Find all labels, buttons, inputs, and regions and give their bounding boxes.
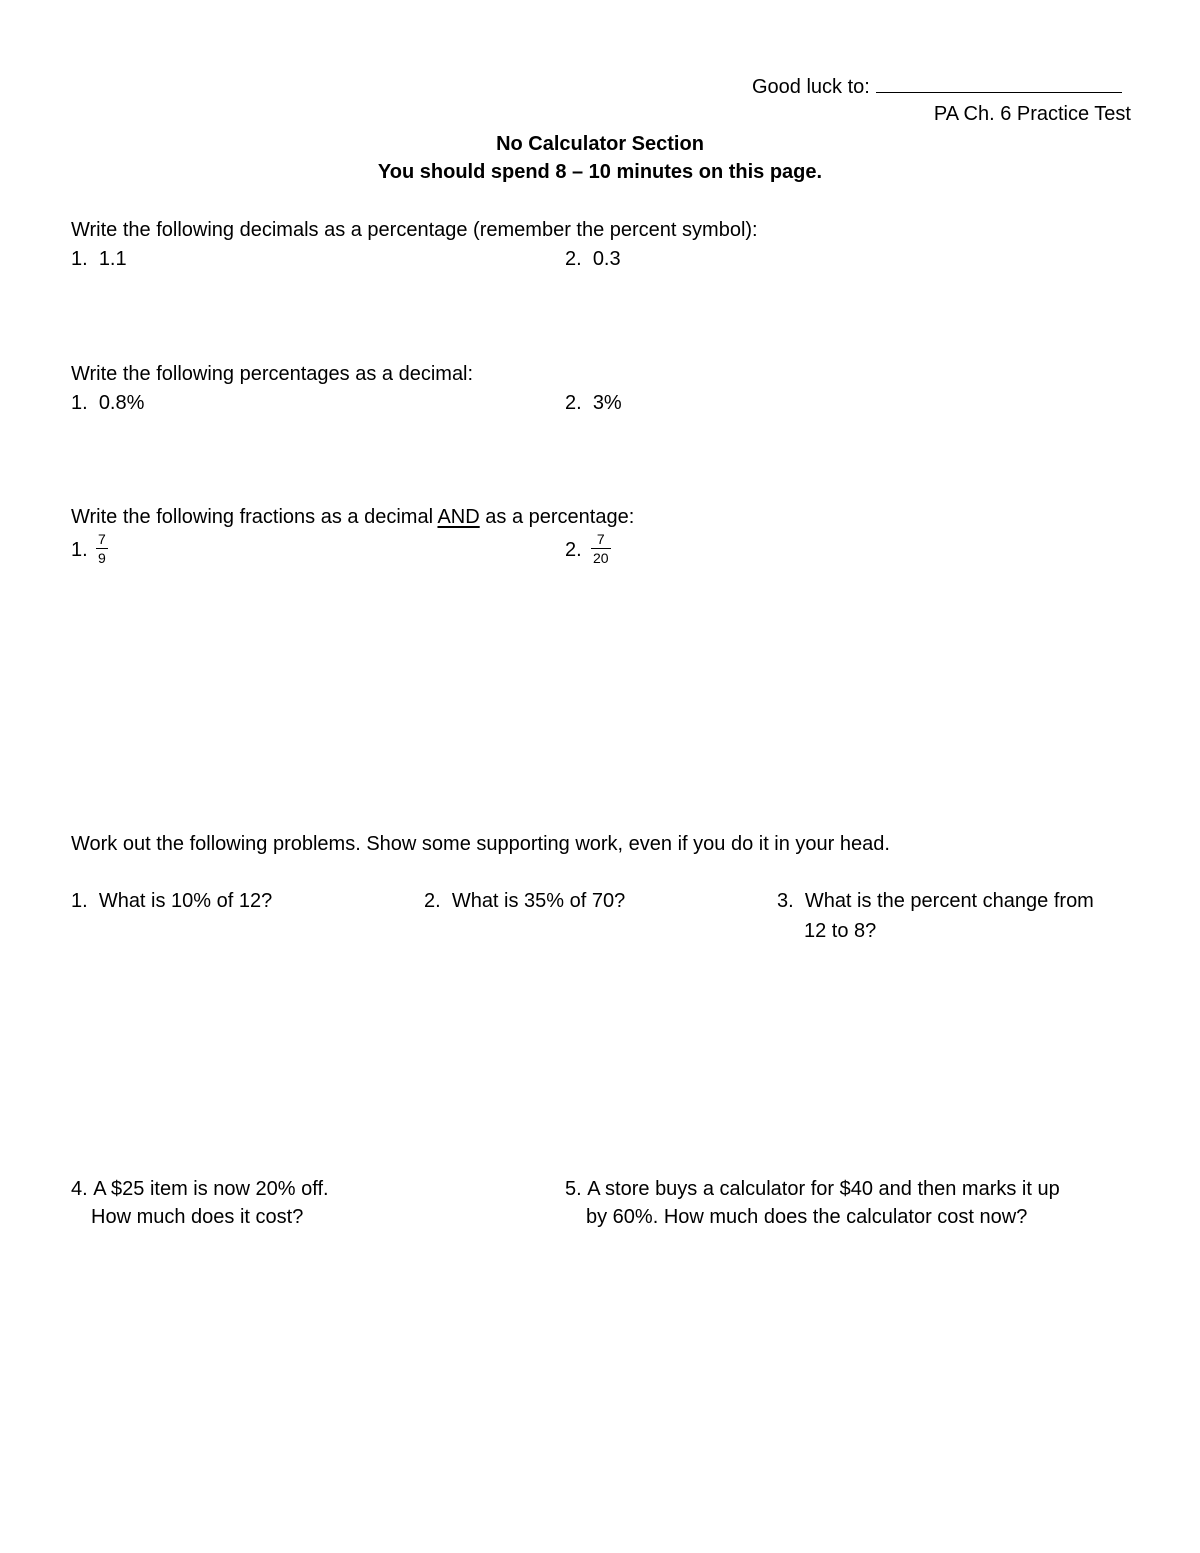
instruction-emphasis: AND [437,506,480,528]
instruction-part: Write the following fractions as a decimal [71,506,438,528]
problem-text: What is 10% of 12? [98,890,273,912]
problem-1 [71,889,272,913]
item-number: 2. [565,392,582,414]
section-subtitle: You should spend 8 – 10 minutes on this page. [377,161,823,183]
percentages-item-2 [565,391,622,415]
item-number: 2. [565,248,582,270]
test-title: PA Ch. 6 Practice Test [933,103,1131,125]
problem-5 [565,1177,1060,1201]
item-value: 1.1 [98,248,127,270]
denominator: 20 [593,550,609,566]
problem-text-line1: A $25 item is now 20% off. [93,1178,329,1200]
section-title: No Calculator Section [496,133,704,155]
item-number: 4. [71,1178,88,1200]
problem-3-line2: 12 to 8? [804,920,877,942]
item-number: 1. [71,890,88,912]
problem-text: What is 35% of 70? [451,890,626,912]
item-value: 0.3 [592,248,621,270]
problem-4-line2: How much does it cost? [91,1206,304,1228]
problems-instruction: Work out the following problems. Show some supporting work, even if you do it in your head. [71,833,890,855]
fraction-item-2-number: 2. [565,539,582,561]
percentages-instruction: Write the following percentages as a decimal: [71,363,474,385]
fraction-item-2 [591,532,611,566]
item-number: 1. [71,248,88,270]
problem-4 [71,1177,329,1201]
item-number: 2. [424,890,441,912]
good-luck-label: Good luck to: [752,76,870,98]
denominator: 9 [98,550,106,566]
fractions-instruction [71,505,634,529]
problem-3 [777,889,1094,913]
item-number: 5. [565,1178,582,1200]
decimals-instruction: Write the following decimals as a percentage (remember the percent symbol): [71,219,758,241]
item-number: 1. [71,392,88,414]
fraction-item-1-number: 1. [71,539,88,561]
fraction-item-1 [96,532,108,566]
decimals-item-1 [71,247,127,271]
numerator: 7 [98,531,106,547]
problem-text-line1: A store buys a calculator for $40 and then marks it up [587,1178,1060,1200]
problem-text-line1: What is the percent change from [804,890,1094,912]
problem-2 [424,889,625,913]
instruction-part: as a percentage: [479,506,635,528]
good-luck-line [752,74,1122,99]
item-value: 3% [592,392,622,414]
problem-5-line2: by 60%. How much does the calculator cost now? [586,1206,1028,1228]
item-number: 3. [777,890,794,912]
name-blank[interactable] [876,74,1122,93]
decimals-item-2 [565,247,621,271]
percentages-item-1 [71,391,144,415]
item-value: 0.8% [98,392,145,414]
numerator: 7 [596,531,605,547]
